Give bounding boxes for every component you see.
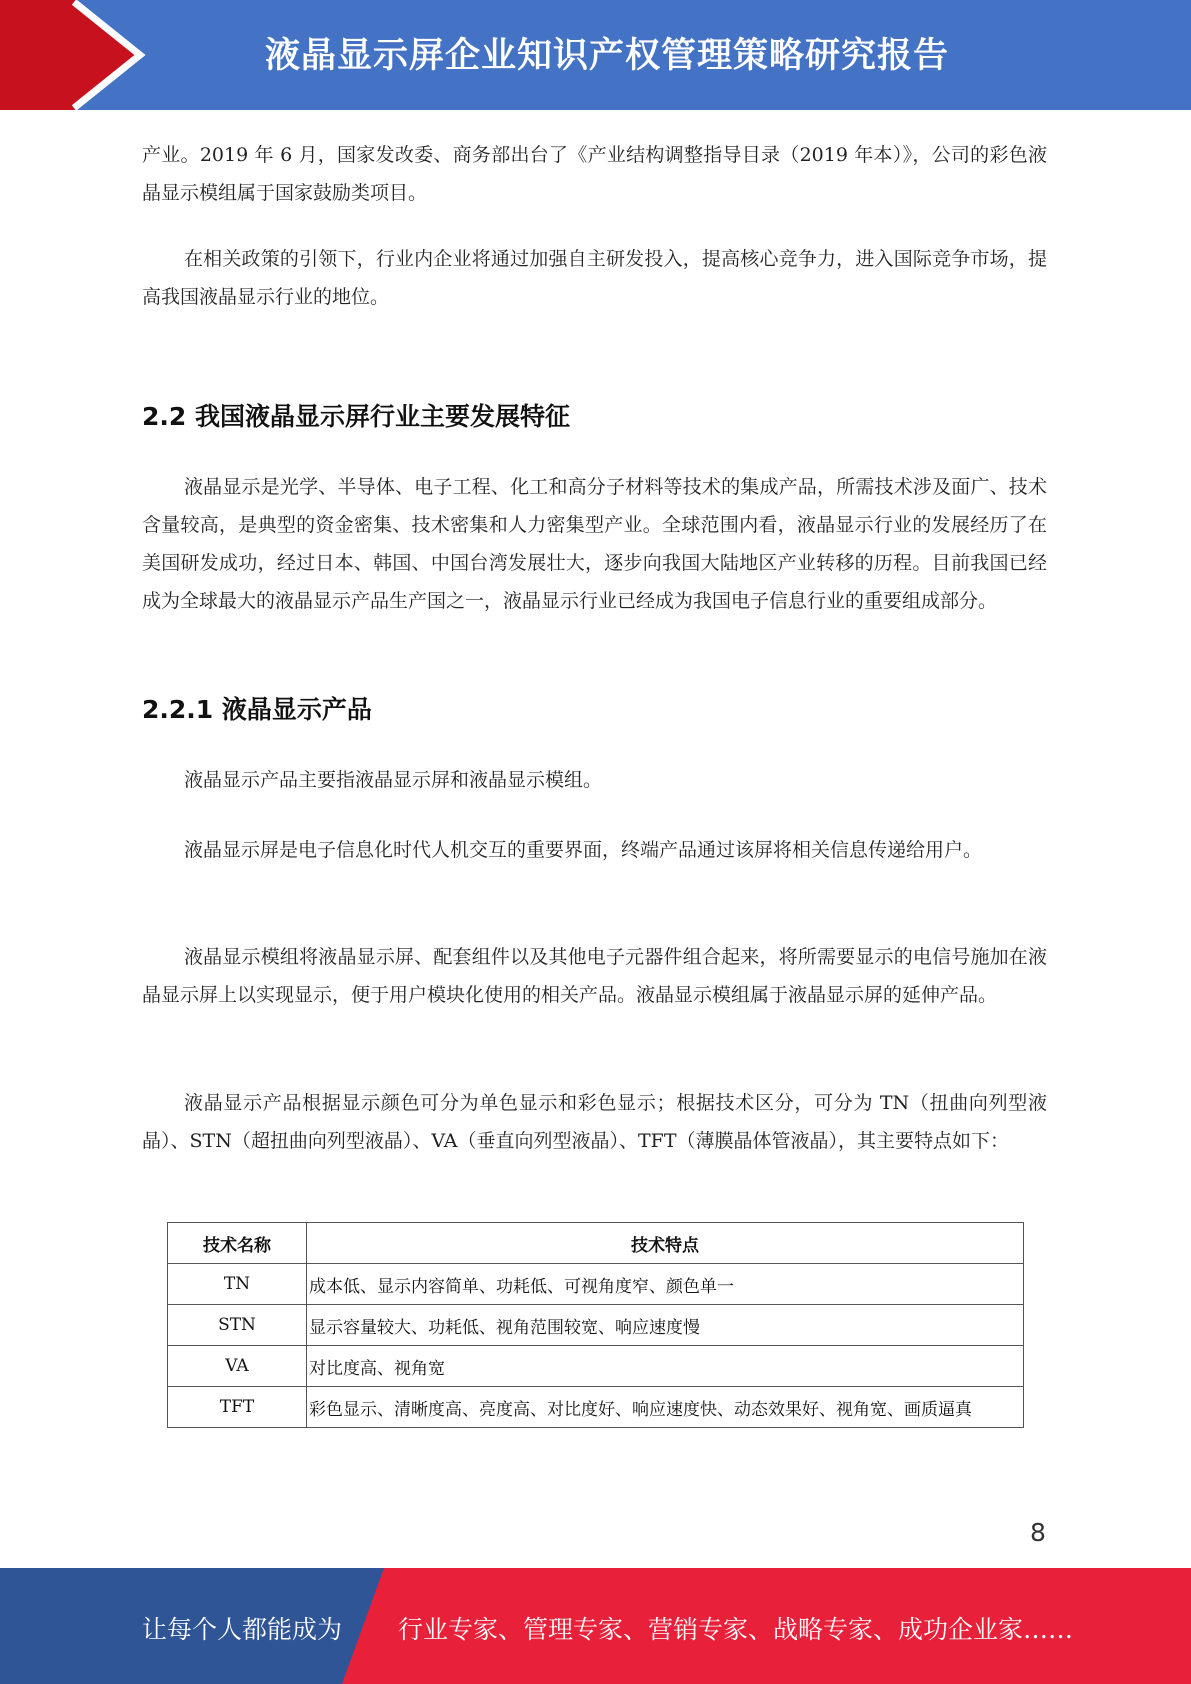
table-row (168, 1387, 1024, 1428)
table-cell-tech-features: 显示容量较大、功耗低、视角范围较宽、响应速度慢 (307, 1305, 1024, 1346)
paragraph-display-module: 液晶显示模组将液晶显示屏、配套组件以及其他电子元器件组合起来，将所需要显示的电信号施加在液晶显示屏上以实现显示，便于用户模块化使用的相关产品。液晶显示模组属于液晶显示屏的延伸产品。 (142, 946, 1047, 1006)
footer-banner (0, 1568, 1191, 1684)
paragraph-policy-guidance: 在相关政策的引领下，行业内企业将通过加强自主研发投入，提高核心竞争力，进入国际竞争市场，提高我国液晶显示行业的地位。 (142, 248, 1047, 308)
header-banner (0, 0, 1191, 110)
table-cell-tech-name: TFT (168, 1387, 307, 1428)
paragraph-product-definition: 液晶显示产品主要指液晶显示屏和液晶显示模组。 (184, 769, 603, 791)
table-cell-tech-features: 彩色显示、清晰度高、亮度高、对比度好、响应速度快、动态效果好、视角宽、画质逼真 (307, 1387, 1024, 1428)
table-row (168, 1305, 1024, 1346)
paragraph-technology-types: 液晶显示产品根据显示颜色可分为单色显示和彩色显示；根据技术区分，可分为 TN（扭曲向列型液晶）、STN（超扭曲向列型液晶）、VA（垂直向列型液晶）、TFT（薄膜晶体管液晶），其主要特点如下： (142, 1092, 1047, 1152)
paragraph-industry-overview: 液晶显示是光学、半导体、电子工程、化工和高分子材料等技术的集成产品，所需技术涉及面广、技术含量较高，是典型的资金密集、技术密集和人力密集型产业。全球范围内看，液晶显示行业的发展经历了在美国研发成功，经过日本、韩国、中国台湾发展壮大，逐步向我国大陆地区产业转移的历程。目前我国已经成为全球最大的液晶显示产品生产国之一，液晶显示行业已经成为我国电子信息行业的重要组成部分。 (142, 476, 1047, 612)
table-cell-tech-name: VA (168, 1346, 307, 1387)
table-header-tech-features: 技术特点 (307, 1223, 1024, 1264)
paragraph-display-screen: 液晶显示屏是电子信息化时代人机交互的重要界面，终端产品通过该屏将相关信息传递给用户。 (184, 839, 983, 861)
technology-table (167, 1222, 1024, 1428)
table-header-row (168, 1223, 1024, 1264)
table-cell-tech-features: 对比度高、视角宽 (307, 1346, 1024, 1387)
table-header-tech-name: 技术名称 (168, 1223, 307, 1264)
table-cell-tech-name: TN (168, 1264, 307, 1305)
section-heading-2-2-1: 2.2.1 液晶显示产品 (142, 695, 372, 724)
footer-slogan-right: 行业专家、管理专家、营销专家、战略专家、成功企业家…… (398, 1615, 1074, 1644)
paragraph-policy-continuation: 产业。2019 年 6 月，国家发改委、商务部出台了《产业结构调整指导目录（2019 年本）》，公司的彩色液晶显示模组属于国家鼓励类项目。 (142, 144, 1047, 204)
page-number: 8 (1030, 1518, 1046, 1547)
report-title: 液晶显示屏企业知识产权管理策略研究报告 (265, 36, 950, 76)
table-cell-tech-features: 成本低、显示内容简单、功耗低、可视角度窄、颜色单一 (307, 1264, 1024, 1305)
table-row (168, 1264, 1024, 1305)
table-cell-tech-name: STN (168, 1305, 307, 1346)
footer-slogan-left: 让每个人都能成为 (142, 1615, 343, 1644)
table-row (168, 1346, 1024, 1387)
section-heading-2-2: 2.2 我国液晶显示屏行业主要发展特征 (142, 402, 570, 431)
